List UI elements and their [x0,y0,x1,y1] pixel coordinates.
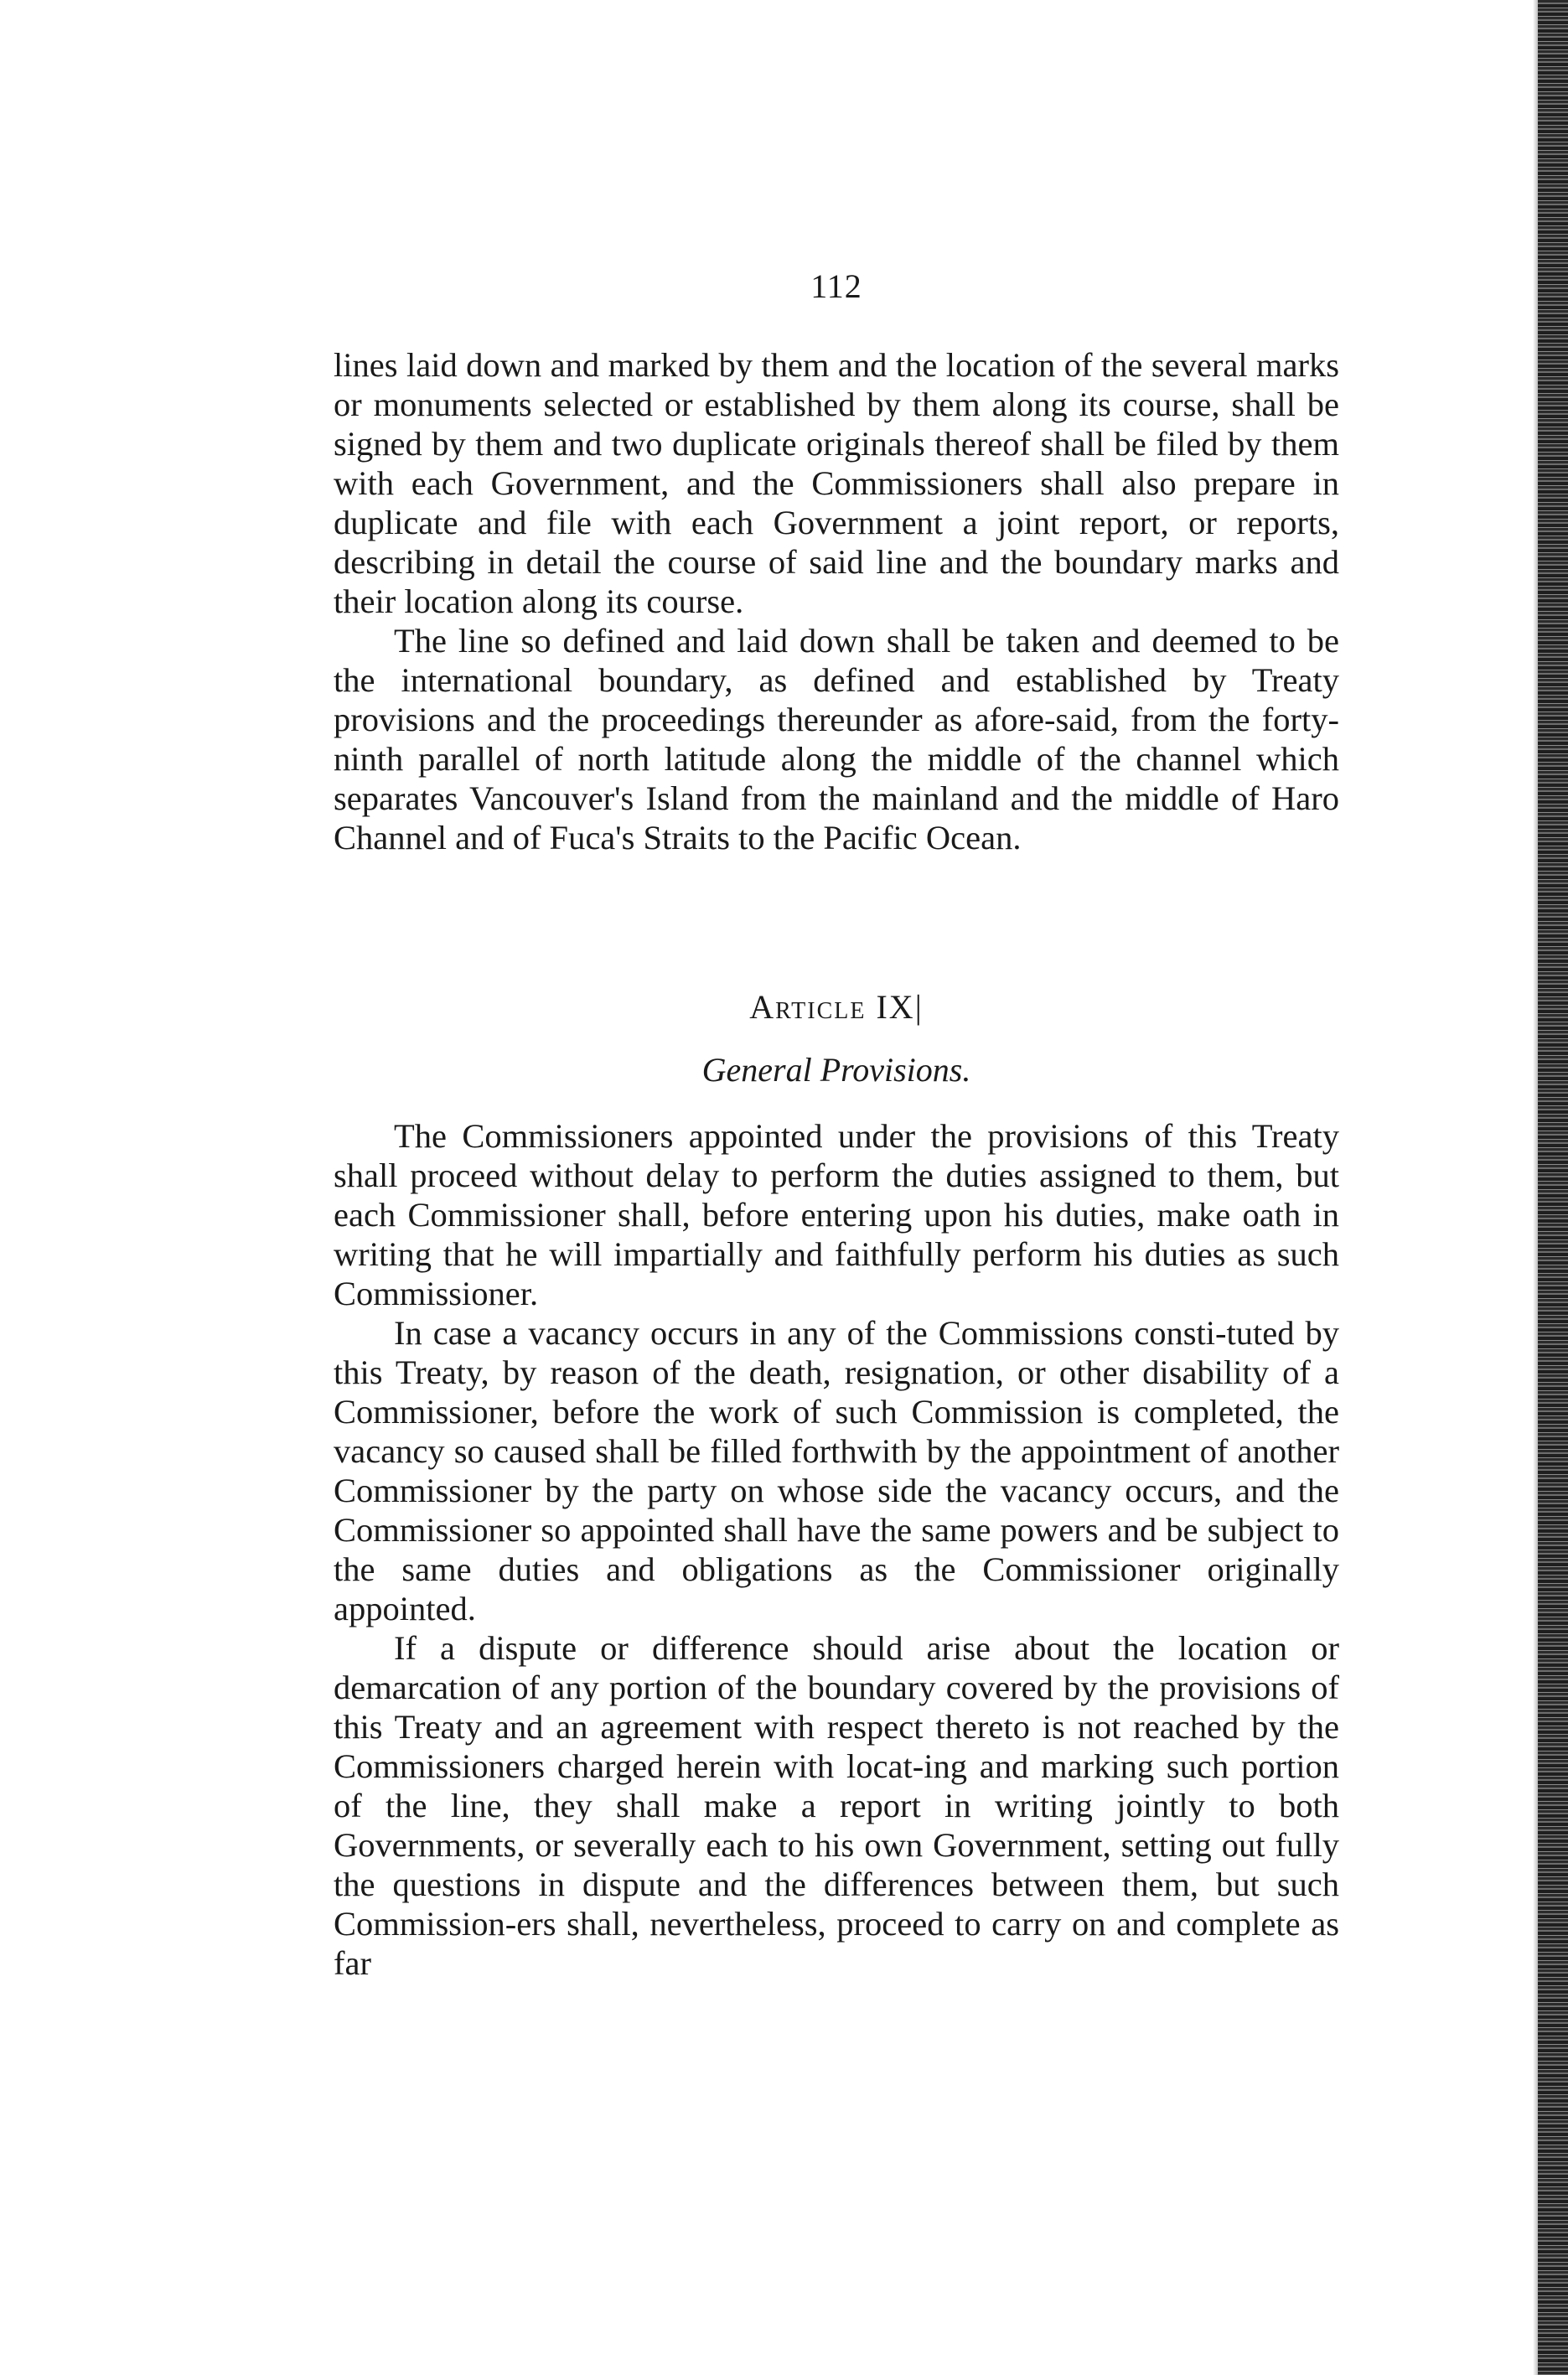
paragraph: The Commissioners appointed under the provisions of this Treaty shall proceed without delay to perform the duties assigned to them, but each Commissioner shall, before entering upon his duties, make oath in writing that he will impartially and faithfully perform his duties as such Commissioner. [334,1117,1339,1312]
paragraph: In case a vacancy occurs in any of the Commissions consti-tuted by this Treaty, by reason of the death, resignation, or other disability of a Commissioner, before the work of such Commission is completed, the vacancy so caused shall be filled forthwith by the appointment of another Commissioner by the party on whose side the vacancy occurs, and the Commissioner so appointed shall have the same powers and be subject to the same duties and obligations as the Commissioner originally appointed. [334,1314,1339,1627]
paragraph: The line so defined and laid down shall be taken and deemed to be the international boundary, as defined and established by Treaty provisions and the proceedings thereunder as afore-said, from the forty-ninth parallel of north latitude along the middle of the channel which separates Vancouver's Island from the mainland and the middle of Haro Channel and of Fuca's Straits to the Pacific Ocean. [334,622,1339,856]
scan-edge-strip [1538,0,1568,2375]
paragraph: If a dispute or difference should arise about the location or demarcation of any portion of the boundary covered by the provisions of this Treaty and an agreement with respect thereto is not reached by the Commissioners charged herein with locat-ing and marking such portion of the line, they shall make a report in writing jointly to both Governments, or severally each to his own Government, setting out fully the questions in dispute and the differences between them, but such Commission-ers shall, nevertheless, proceed to carry on and complete as far [334,1629,1339,1982]
paragraph: lines laid down and marked by them and the location of the several marks or monuments selected or established by them along its course, shall be signed by them and two duplicate originals thereof shall be filed by them with each Government, and the Commissioners shall also prepare in duplicate and file with each Government a joint report, or reports, describing in detail the course of said line and the boundary marks and their location along its course. [334,346,1339,620]
text-block-bottom [334,1116,1339,1983]
section-heading: General Provisions. [701,1051,971,1089]
article-heading: Article IX| [749,988,924,1026]
text-block-top [334,345,1339,857]
page-number: 112 [810,267,862,305]
